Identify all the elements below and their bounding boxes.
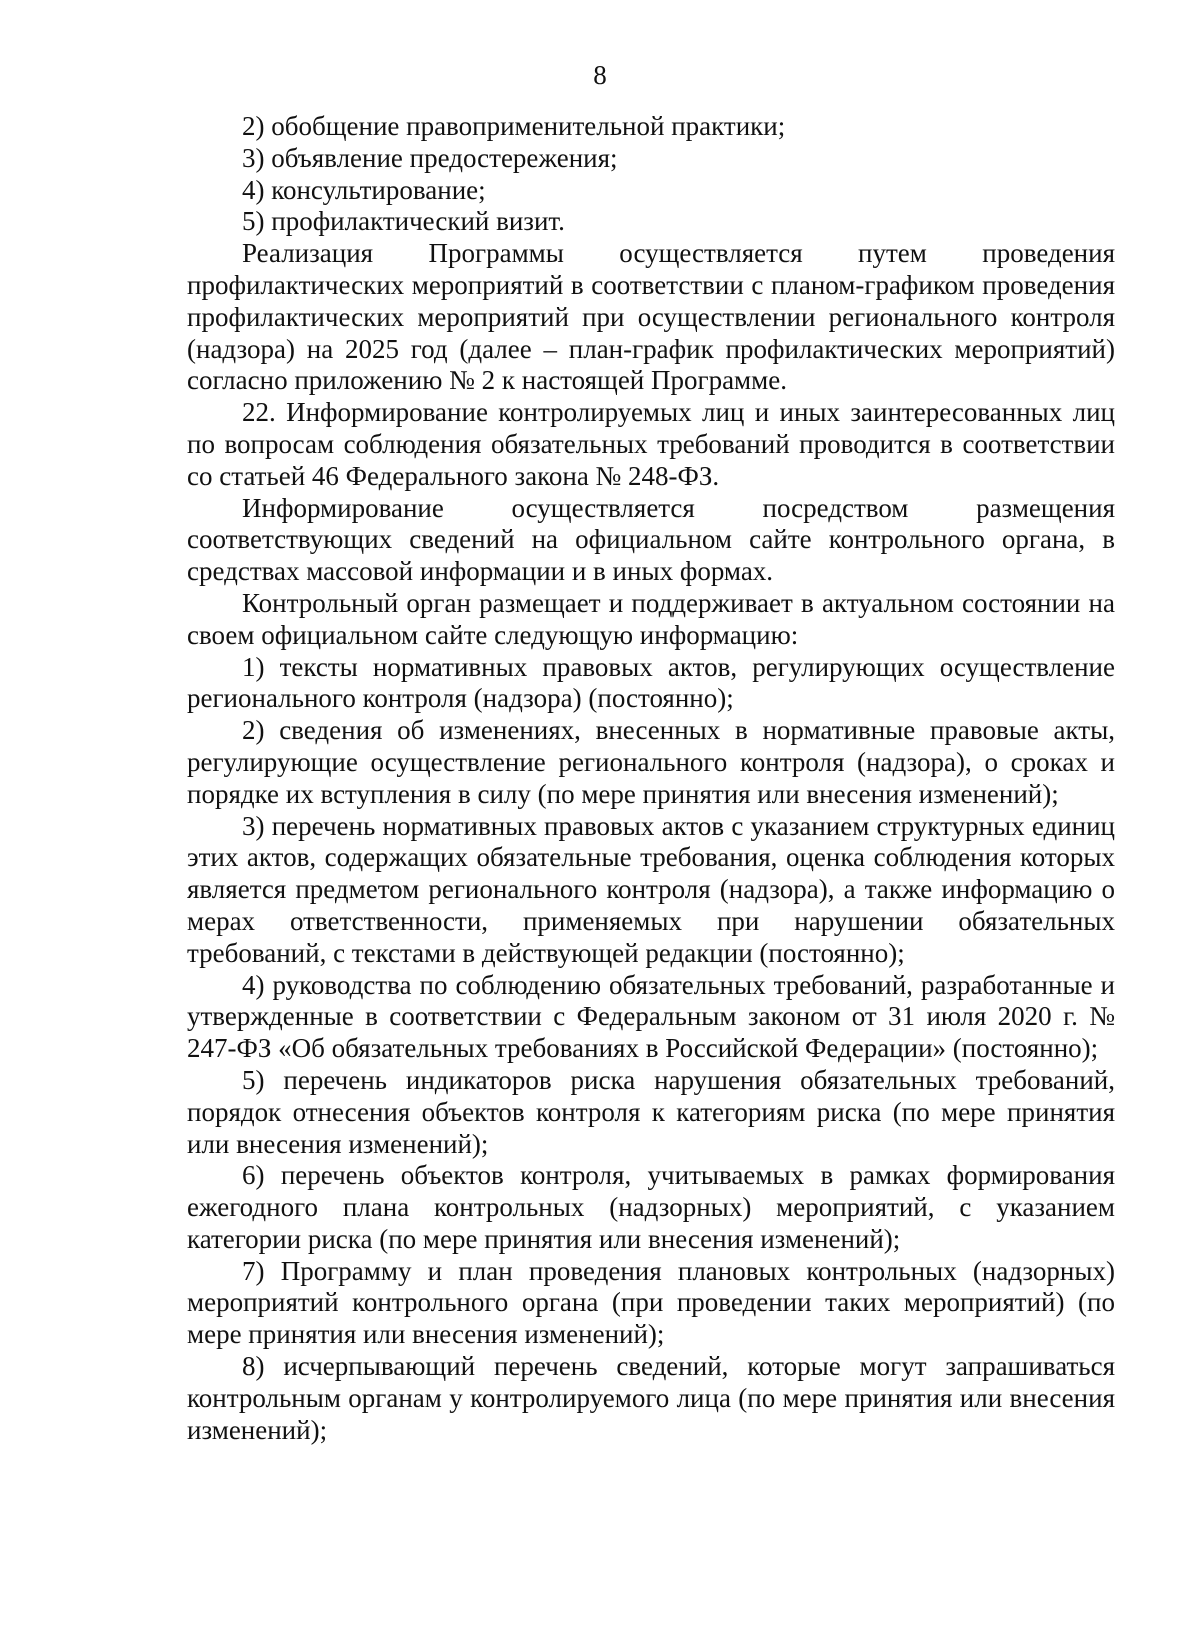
paragraph: 2) обобщение правоприменительной практики; <box>242 111 786 141</box>
paragraph: Информирование осуществляется посредством размещения соответствующих сведений на официальном сайте контрольного органа, в средствах массовой информации и в иных формах. <box>187 492 1115 587</box>
paragraph: 7) Программу и план проведения плановых контрольных (надзорных) мероприятий контрольного органа (при проведении таких мероприятий) (по мере принятия или внесения изменений); <box>187 1255 1115 1350</box>
paragraph: Контрольный орган размещает и поддерживает в актуальном состоянии на своем официальном сайте следующую информацию: <box>187 587 1115 650</box>
paragraph: 5) профилактический визит. <box>242 206 565 237</box>
page-number: 8 <box>593 60 607 90</box>
paragraph: 8) исчерпывающий перечень сведений, которые могут запрашиваться контрольным органам у контролируемого лица (по мере принятия или внесения изменений); <box>187 1351 1115 1445</box>
paragraph: 6) перечень объектов контроля, учитываемых в рамках формирования ежегодного плана контрольных (надзорных) мероприятий, с указанием категории риска (по мере принятия или внесения изменений); <box>187 1160 1115 1254</box>
paragraph: Реализация Программы осуществляется путем проведения профилактических мероприятий в соответствии с планом-графиком проведения профилактических мероприятий при осуществлении регионального контроля (надзора) на 2025 год (далее – план-график профилактических мероприятий) согласно приложению № 2 к настоящей Программе. <box>187 238 1115 396</box>
paragraph: 22. Информирование контролируемых лиц и иных заинтересованных лиц по вопросам соблюдения обязательных требований проводится в соответствии со статьей 46 Федерального закона № 248-ФЗ. <box>187 397 1115 491</box>
document-body <box>187 111 1115 1446</box>
paragraph: 5) перечень индикаторов риска нарушения обязательных требований, порядок отнесения объектов контроля к категориям риска (по мере принятия или внесения изменений); <box>187 1064 1115 1159</box>
paragraph: 3) перечень нормативных правовых актов с указанием структурных единиц этих актов, содержащих обязательные требования, оценка соблюдения которых является предметом регионального контроля (надзора), а также информацию о мерах ответственности, применяемых при нарушении обязательных требований, с текстами в действующей редакции (постоянно); <box>187 810 1115 968</box>
paragraph: 4) консультирование; <box>242 174 486 205</box>
paragraph: 1) тексты нормативных правовых актов, регулирующих осуществление регионального контроля (надзора) (постоянно); <box>187 651 1115 714</box>
paragraph: 4) руководства по соблюдению обязательных требований, разработанные и утвержденные в соответствии с Федеральным законом от 31 июля 2020 г. № 247-ФЗ «Об обязательных требованиях в Российской Федерации» (постоянно); <box>187 969 1115 1064</box>
paragraph: 3) объявление предостережения; <box>242 142 618 173</box>
paragraph: 2) сведения об изменениях, внесенных в нормативные правовые акты, регулирующие осуществление регионального контроля (надзора), о сроках и порядке их вступления в силу (по мере принятия или внесения изменений); <box>187 715 1115 809</box>
